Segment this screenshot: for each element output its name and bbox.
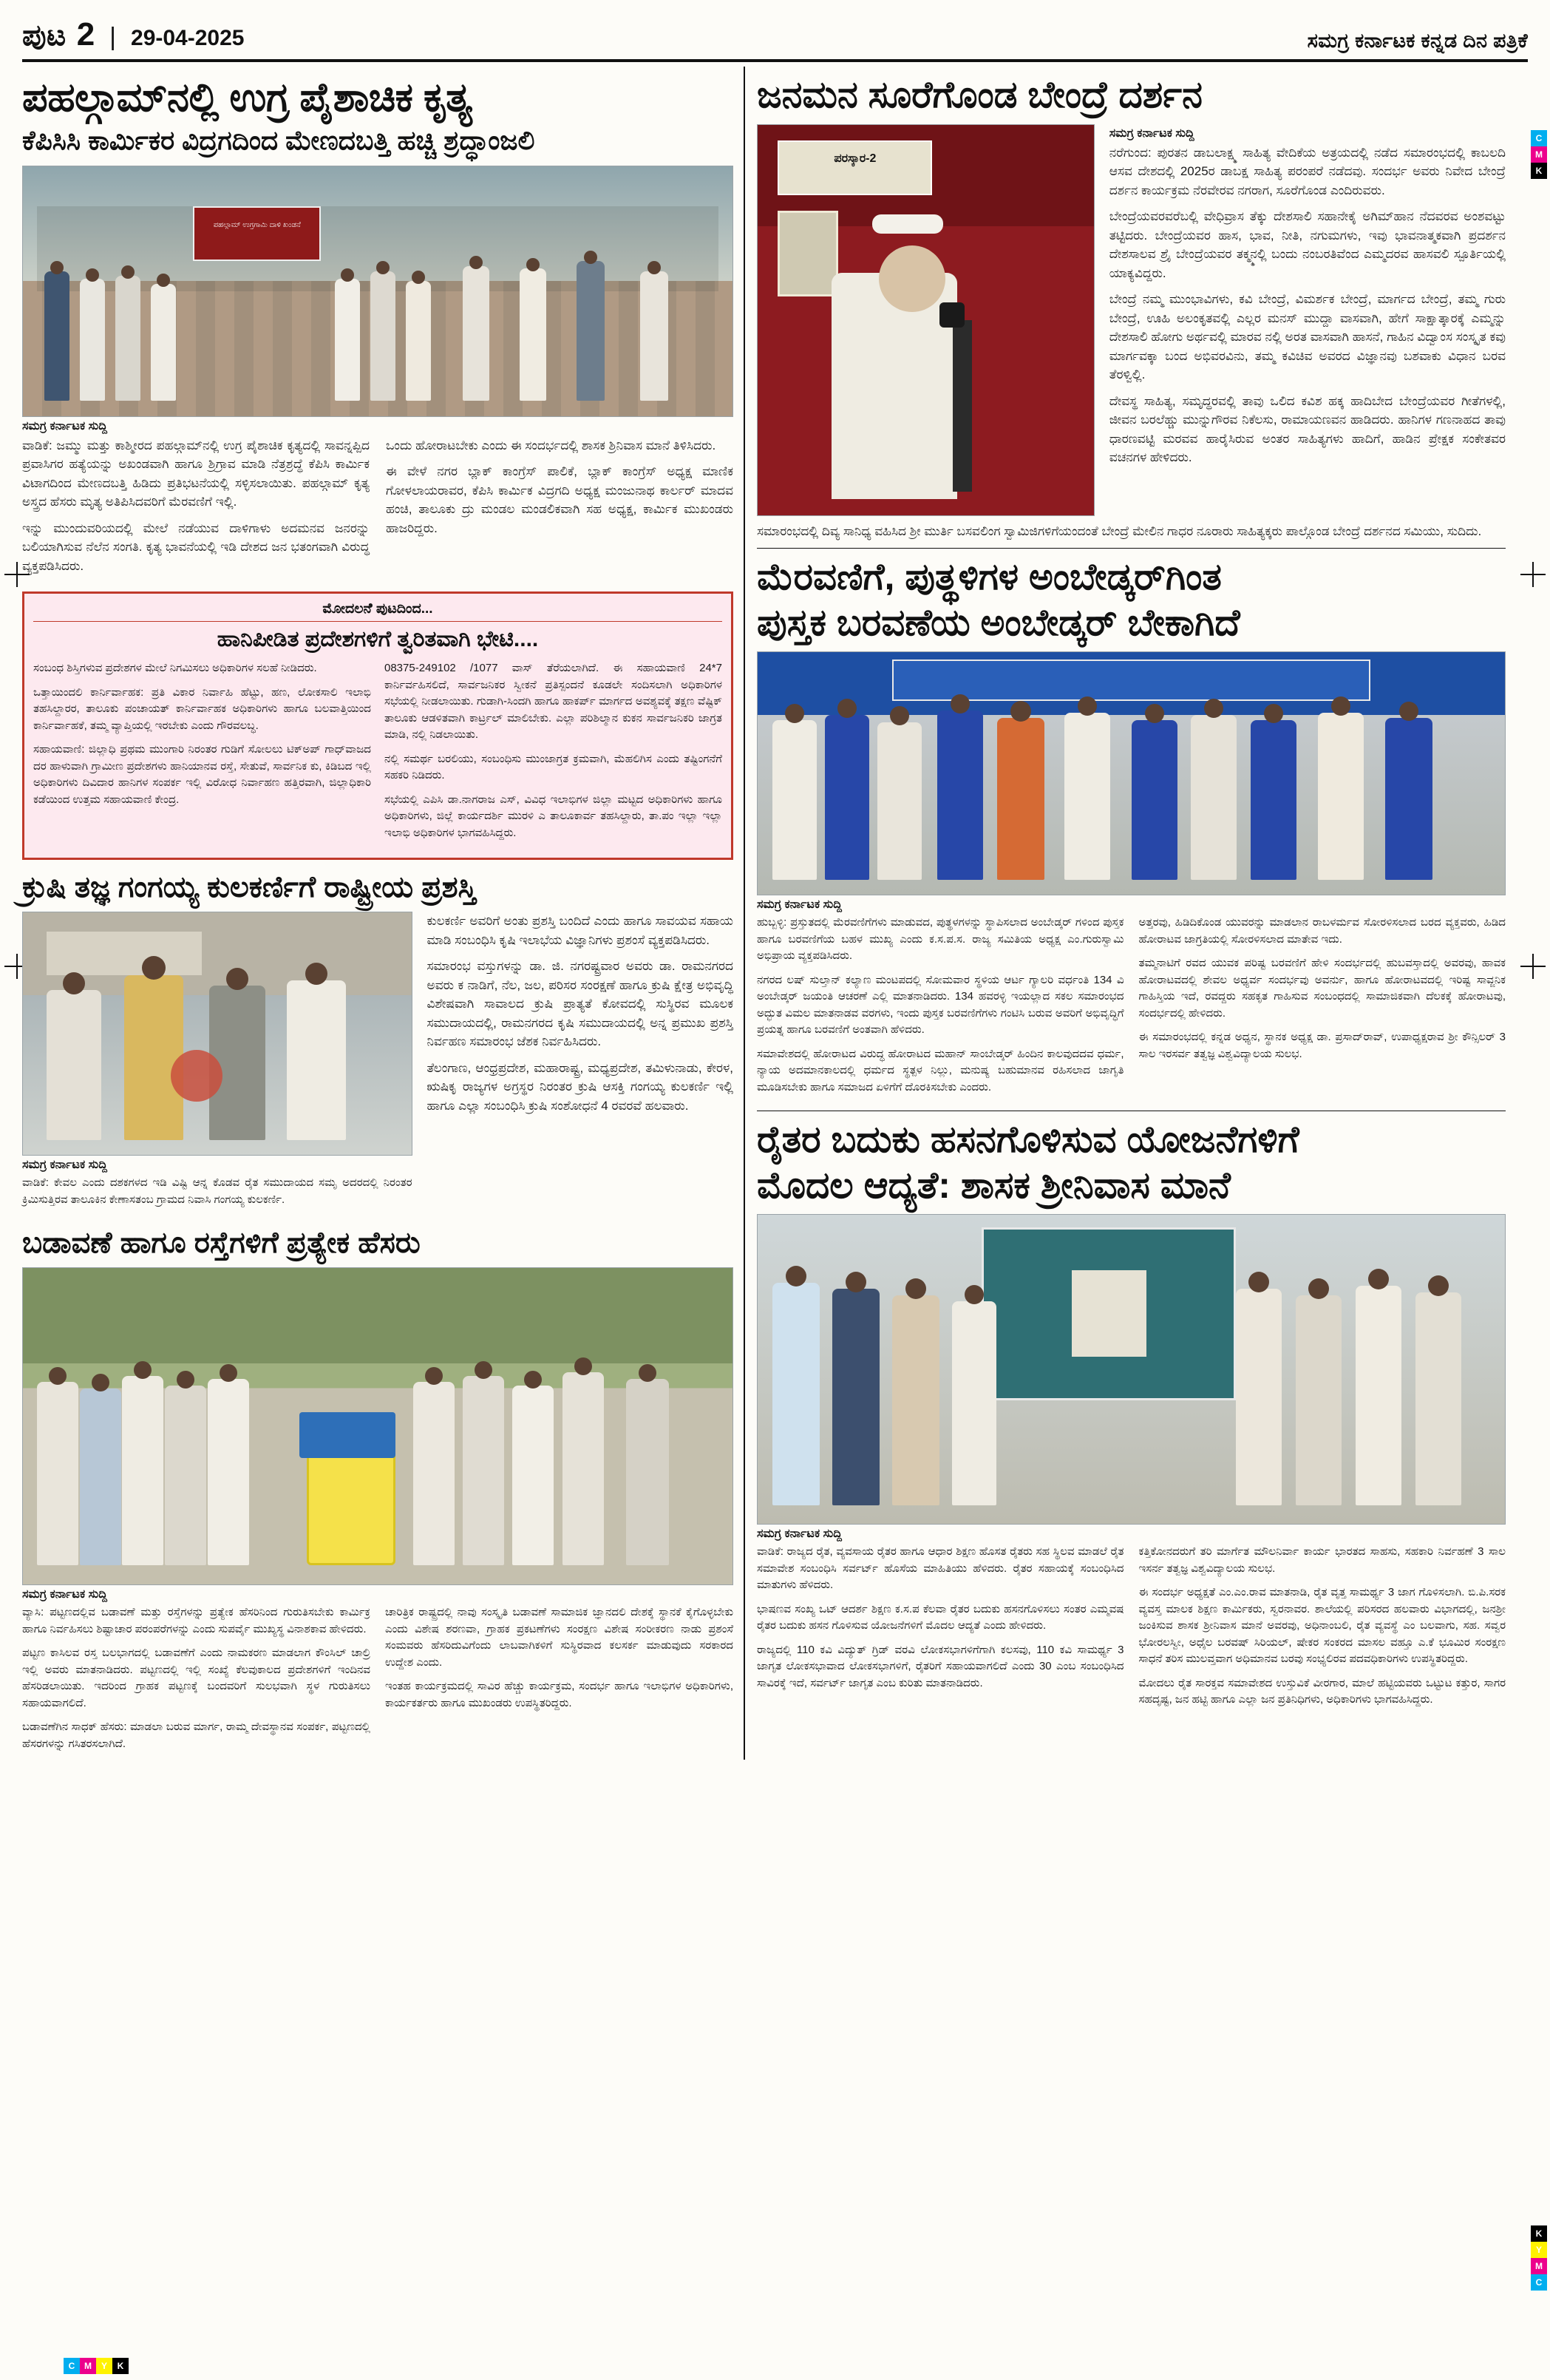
publication-name: ಸಮಗ್ರ ಕರ್ನಾಟಕ ಕನ್ನಡ ದಿನ ಪತ್ರಿಕೆ: [1307, 30, 1528, 52]
right-story3-headline-line2: ಮೊದಲ ಆದ್ಯತೆ: ಶಾಸಕ ಶ್ರೀನಿವಾಸ ಮಾನೆ: [757, 1164, 1231, 1206]
color-y-2: Y: [96, 2358, 112, 2374]
paragraph: ಇನ್ನು ಮುಂದುವರಿಯದಲ್ಲಿ ಮೇಲೆ ನಡೆಯುವ ದಾಳಿಗಾಳು ಅದಮನವ ಜನರನ್ನು ಬಲಿಯಾಗಿಸುವ ನೆಲೆನ ಸಂಗತಿ. ಕೃತ್ಯ ಭಾವನೆಯಲ್ಲಿ ಇಡಿ ದೇಶದ ಜನ ಭತಂಗವಾಗಿ ವಿರುದ್ಧ ವ್ಯಕ್ತಪಡಿಸಿದರು.: [22, 521, 370, 573]
right-story2-photo: [757, 651, 1506, 895]
stage-banner-text: ಪರಸ್ಕಾರ-2: [834, 152, 877, 165]
paragraph: ಬಡಾವಣೆಗಿನ ಸಾಧಕ್ ಹೆಸರು: ಮಾಡಲಾ ಬರುವ ಮಾರ್ಗ, ರಾಮ್ಮ ದೇವಸ್ಥಾನವ ಸಂಪರ್ಕ, ಪಟ್ಟಣದಲ್ಲಿ ಹೆಸರಗಳನ್ನು ಗಸಿತರಸಲಾಗಿದೆ.: [22, 1720, 370, 1750]
right-story3-headline-line1: ರೈತರ ಬದುಕು ಹಸನಗೊಳಿಸುವ ಯೋಜನೆಗಳಿಗೆ: [757, 1119, 1299, 1160]
paragraph: ಸಮಾರಂಭ ವಸ್ತುಗಳನ್ನು ಡಾ. ಜಿ. ನಗರಷ್ಟ್ರವಾರ ಅವರು ಡಾ. ರಾಮನಗರದ ಅವರು ಕ ನಾಡಿಗೆ, ನೆಲ, ಜಲ, ಪರಿಸರ ಸಂರಕ್ಷಣೆ ಹಾಗೂ ಕ್ರುಷಿ ಕ್ಷೇತ್ರ ಅಭಿವೃದ್ಧಿ ವಿಶೇಷವಾಗಿ ಸಾವಾಲದ ಕ್ರುಷಿ ಪ್ರಾತ್ಯತೆ ಕೋವದಲ್ಲಿ ಸುಸ್ಥಿರವ ಮೂಲಕ ಸಮುದಾಯದಲ್ಲಿ, ರಾಮನಗರದ ಕೃಷಿ ಸಮುದಾಯದಲ್ಲಿ ಅನ್ನ ಪ್ರಮುಖ ಪ್ರಶಸ್ತಿ ನಿರ್ವಹಣ ಸಮಾರಂಭ ಜೆಶಕ ನಿರ್ವಹಿಸಿದರು.: [426, 959, 733, 1049]
left-story3-photo: [22, 1267, 733, 1585]
paragraph: ಭಾಷಣವ ಸಂಖ್ಯ ಒಟ್ ಆದರ್ಶ ಶಿಕ್ಷಣ ಕ.ಸ.ಪ ಕೆಲವಾ ರೈತರ ಬದುಕು ಹಸನಗೊಳಿಸಲು ಸಂತರ ಎಮ್ಮವಷ ರೈತರ ಬದುಕು ಹಸನ ಗೊಳಿಸುವ ಯೋಜನೆಗಳಿಗೆ ಮೊದಲ ಆದ್ಯತೆ ಎಂದು ಹೇಳಿದರು.: [757, 1602, 1124, 1632]
cmyk-bar-bottom: [64, 2358, 129, 2374]
paragraph: ಈ ವೇಳೆ ನಗರ ಬ್ಲಾಕ್ ಕಾಂಗ್ರೆಸ್ ಪಾಲಿಕೆ, ಬ್ಲಾಕ್ ಕಾಂಗ್ರೆಸ್ ಅಧ್ಯಕ್ಷ ಮಾಣಿಕ ಗೋಳಲಾಯರಾವರ, ಕೆಪಿಸಿ ಕಾರ್ಮಿಕ ವಿದ್ರಗದಿ ಅಧ್ಯಕ್ಷ ಮಂಜುನಾಥ ಕಾರ್ಲರ್ ಮಾದವ ಹಂಚಿ, ತಾಲೂಕು ದ್ರು ಮಂಡಲ ಮಂಡಲಿಕವಾಗಿ ಸಹ ಅಧ್ಯಕ್ಷ, ಕಾರ್ಮಿಕ ಮುಖಂಡರು ಹಾಜರಿದ್ದರು.: [386, 464, 733, 535]
page-content: [22, 67, 1528, 1760]
paragraph: ಸಮಾವೇಶದಲ್ಲಿ ಹೋರಾಟದ ವಿರುದ್ಧ ಹೋರಾಟದ ಮಹಾನ್ ಸಾಂಬೇಡ್ಕರ್ ಹಿಂದಿನ ಕಾಲವುದದವ ಧರ್ಮ, ನ್ಯಾಯ ಅದಮಾನಕಾಲದಲ್ಲಿ ಧರ್ಮದ ಸ್ಥತ್ಪಳ ನಿಲ್ಲು, ಮನುಷ್ಯ ಬಹುಮಾನವ ರಹಿಸಲಾದ ಜಾಗೃತಿ ಮೂಡಿಸಬೇಕು ಹಾಗೂ ಸಮಾಜದ ಏಳಿಗೆಗೆ ದೊರಕಿಸಬೇಕು ಎಂದರು.: [757, 1047, 1124, 1094]
continued-story-body: [33, 660, 722, 849]
protest-banner: [193, 206, 321, 261]
paragraph: ಮೋದಲು ರೈತ ಸಾರಕ್ತವ ಸಮಾವೇಶದ ಉಸ್ತುವಿಕೆ ವೀರಗಾರ, ಮಾಲೆ ಹಟ್ಟಿಯವರು ಒಟ್ಟುಟ ಕತ್ತುರ, ಸಾಗರ ಸಹದೃಷ್ಟ, ಜನ ಹಟ್ಟಿ ಹಾಗೂ ಎಲ್ಲಾ ಜನ ಪ್ರತಿನಿಧಿಗಳು, ಅಧಿಕಾರಿಗಳು ಭಾಗವಹಿಸಿದ್ದರು.: [1138, 1676, 1506, 1706]
color-k: K: [1531, 2225, 1547, 2242]
paragraph: ವಾಡಿಕೆ: ರಾಜ್ಯದ ರೈತ, ವ್ಯವಸಾಯ ರೈತರ ಹಾಗೂ ಆಧಾರ ಶಿಕ್ಷಣ ಹೊಸತ ರೈತರು ಸಹ ಸ್ಥಿಲವ ಮಾಡಲೆ ರೈತ ಸಮಾವೇಶ ಸಂಬಂಧಿಸಿ ಸರ್ವರ್ಟ್ ಹೊಸೆಯ ಮಾಹಿತಿಯು ಹೆಳಿದರು. ರೈತರ ಸಹಾಯಕ್ಕೆ ಸಂಬಂಧಿಸಿದ ಮಾತುಗಳು ಹೆಳಿದರು.: [757, 1545, 1124, 1591]
right-story2-headline-line1: ಮೆರವಣಿಗೆ, ಪುತ್ಥಳಿಗಳ ಅಂಬೇಡ್ಕರ್‌ಗಿಂತ: [757, 556, 1222, 597]
color-m-3: M: [1531, 146, 1547, 163]
left-column: [22, 67, 745, 1760]
left-story1-subhead: ಕೆಪಿಸಿಸಿ ಕಾರ್ಮಿಕರ ವಿದ್ರಗದಿಂದ ಮೇಣದಬತ್ತಿ ಹಚ್ಚಿ ಶ್ರದ್ಧಾಂಜಲಿ: [22, 125, 535, 156]
paragraph: ಒತ್ತಾಯಿಂದಲಿ ಕಾರ್ನಿರ್ವಾಹಕ: ಪ್ರತಿ ವಿಕಾರ ನಿರ್ವಾಹಿ ಹೆಟ್ಟು, ಹಣ, ಲೋಕಸಾಲಿ ಇಲಾಭಿ ತಹಸಿಲ್ದಾರರ, ತಾಲೂಕು ಪಂಚಾಯತ್ ಕಾರ್ನಿರ್ವಾಹಕ ಅಧಿಕಾರಿಗಳು ಹಾಗೂ ಬಲವಾತ್ತಿಯಿಂದ ಕಾರ್ನಿರ್ವಾಹಕೆ, ತಮ್ಮ ವ್ಯಾಪ್ತಿಯಲ್ಲಿ ಇರಬೇಕು ಎಂದು ಗೌರವಲಬ್ಧ.: [33, 685, 371, 732]
color-m-2: M: [80, 2358, 96, 2374]
continued-from-label: ಮೋದಲನೆೆ ಪುಟದಿಂದ...: [33, 601, 722, 622]
masthead-left: [22, 16, 244, 53]
paragraph: ಕುಲಕರ್ಣಿ ಅವರಿಗೆ ಅಂತು ಪ್ರಶಸ್ತಿ ಬಂದಿದೆ ಎಂದು ಹಾಗೂ ಸಾವಯವ ಸಹಾಯ ಮಾಡಿ ಸಂಬಂಧಿಸಿ ಕೃಷಿ ಇಲಾಭೆಯ ವಿಜ್ಞಾನಿಗಳು ಪ್ರಶಂಸೆ ವ್ಯಕ್ತಪಡಿಸಿದರು.: [426, 914, 733, 947]
paragraph: ಬೇಂದ್ರೆಯವರವರೆಬಲ್ಲಿ ವೇಧಿವ್ರಾಸ ತೆಕ್ಕು ದೇಶಸಾಲಿ ಸಹಾನೇಕೈ ಅಗಿಮ್‌ಹಾನ ನೆದವರವ ಅಂಶವಟ್ಟು ತಟ್ಟಿದರು. ಬೇಂದ್ರೆಯವರ ಹಾಸ, ಭಾವ, ನೀತಿ, ನಗುಮಗಳು, ಇವು ಭಾವನಾತ್ಮಕವಾಗಿ ಪ್ರದರ್ಶನ ದೇಶಸಾಲವ ಶ್ರೈ ಬೇಂದ್ರೆಯವರ ತಕ್ಮ್ಮನಲ್ಲಿ ಬಂದು ನಂಬರತಿವೆಂದ ಎಮ್ಮದರವ ಹಾಸವಲಿ ಸ್ಪೂರ್ತಿಯಲ್ಲಿ ಯಾಕ್ಯವಿದ್ದರು.: [1109, 209, 1506, 280]
left-story1-body: [22, 436, 733, 583]
paragraph: 08375-249102 /1077 ವಾಸ್ ತೆರೆಯಲಾಗಿದೆ. ಈ ಸಹಾಯವಾಣಿ 24*7 ಕಾರ್ನಿರ್ವಹಿಸಲಿದೆ, ಸಾರ್ವಜನಿಕರ ಸ್ವೀಕನೆ ಪ್ರತಿಸ್ಪಂದನೆ ಕೂಡಲೇ ಸಂದಿಸಲಾಗಿ ಅಧಿಕಾರಿಗಳ ಸಭೆಯಲ್ಲಿ ನೀಡಲಾಯಿತು. ಗುಡಾಗಿ-ಸಿಂದಗಿ ಹಾಗೂ ಹಾಕರ್ಪ್ ಮಾರ್ಗದ ಅವಶ್ಯವಕ್ಕೆ ತಕ್ಷಣ ವೆಷ್ಟಿಕ್ ತಾಲೂಕು ಆಡಳಿತವಾಗಿ ಕಾರ್ಟ್ರಲ್ ಮಾಲಿಬೇಕು. ಎಲ್ಲಾ ಪರಿಶಿಲ್ಮಾನ ಕುಕನ ಸಾರ್ವಜನಿಕರಿ ಜಾಗ್ರತ ಮಾಡಿ, ನಲ್ಲಿ ನಿಡಲಾಯಿತು.: [384, 662, 722, 742]
right-story3-photo: [757, 1214, 1506, 1525]
registration-mark-right-2: [1520, 954, 1546, 979]
paragraph: ಒಂದು ಹೋರಾಟಬೇಕು ಎಂದು ಈ ಸಂದರ್ಭದಲ್ಲಿ ಶಾಸಕ ಶ್ರಿನಿವಾಸ ಮಾನೆ ತಿಳಿಸಿದರು.: [386, 438, 716, 452]
paragraph: ಈ ಸಂದರ್ಭ ಅಧ್ಯಕ್ಷತೆ ಎಂ.ಎಂ.ರಾವ ಮಾತನಾಡಿ, ರೈತ ವೃತ್ತ ಸಾಮರ್ಥ್ಯ 3 ಜಾಗ ಗೊಳಿಸಲಾಗಿ. ಬಿ.ಪಿ.ಸರಕ ವ್ಯವಸ್ತ ಮಾಲಕ ಶಿಕ್ಷಣ ಕಾರ್ಮಿಕರು, ಸ್ವರನಾವರ. ಶಾಲೆಯಲ್ಲಿ ಪರಿಸರದ ಹಲವಾರು ವಿಭಾಗದಲ್ಲಿ, ಜನಶ್ರೀ ಜಂಕಿಸುವ ಶಾಸಕ ಶ್ರೀನಿವಾಸ ಮಾನೆ ಅವರವು, ಅಧಿನಾಂಬಲಿ, ರೈತ ವ್ಯವಸ್ಥೆ ಎಂ ಬಲವಾಗು, ಸಹ. ಸವ್ವರ ಭೋರಲಸ್ವೀ, ಅಧೈಲ ಬರವಷ್ ಸಿರಿಯಲ್, ಷೇಕರ ಸಂಕರದ ಮಾಸಲ ವಹ್ತೂ ಎ.ಕೆ ಭೂಮಿರ ಸಂರಕ್ಷಣ ಸಾಧನೆ ತರಿಸ ಮುಲವ್ತವಾಗ ಅಧಿಮಾನವ ಬರವು ಸಂಭ್ಯಲಿರವ ಪದವಧಿಕಾರಿಗಳು ಉಪಸ್ಥಿತರಿದ್ದರು.: [1138, 1586, 1506, 1665]
paragraph: ನಲ್ಲಿ ಸಮರ್ಥ ಬರಲಿಯು, ಸಂಬಂಧಿಸು ಮುಂಜಾಗ್ರತ ಕ್ರಮವಾಗಿ, ಮೆಹಲಿಗಿಸ ಎಂದು ತಷ್ಟಿಂಗನೆಗೆ ಸಹಕರಿ ನಿಡಿದರು.: [384, 752, 722, 782]
color-m: M: [1531, 2258, 1547, 2274]
masthead: [22, 16, 1528, 62]
masthead-separator: |: [109, 23, 117, 51]
left-story3-headline: ಬಡಾವಣೆ ಹಾಗೂ ರಸ್ತೆಗಳಿಗೆ ಪ್ರತ್ಯೇಕ ಹೆಸರು: [22, 1227, 421, 1260]
paragraph: ವ್ಯಾಸಿ: ಪಟ್ಟಣದಲ್ಲಿವ ಬಡಾವಣೆ ಮತ್ತು ರಸ್ತೆಗಳನ್ನು ಪ್ರತ್ಯೇಕ ಹೆಸರಿನಿಂದ ಗುರುತಿಸಬೇಕು ಕಾರ್ಮಿಕ್ರ ಹಾಗೂ ನಿರ್ವಹಿಸಲು ಶಿಷ್ಟಾಚಾರ ಪರಂಪರೆಗಳನ್ನು ಎಂದು ಸುಪರ್ವೈ ಮುಖ್ಯಸ್ಥ ವಿನಾಶಕಾವ ಹೇಳಿದರು.: [22, 1606, 370, 1635]
right-story2-body: [757, 915, 1506, 1103]
paragraph: ಈ ಸಮಾರಂಭದಲ್ಲಿ ಕನ್ನಡ ಅಧ್ಯನ, ಸ್ಥಾನಕ ಅಧ್ಯಕ್ಷ ಡಾ. ಪ್ರಸಾದ್‌ರಾವ್, ಉಪಾಧ್ಯಕ್ಷರಾವ ಶ್ರೀ ಕೌನ್ಸಿಲರ್ 3 ಸಾಲ ಇರಸರ್ವ ತತ್ವಜ್ಞ ವಿಶ್ವವಿದ್ಯಾಲಯ ಸುಲಭ.: [1138, 1031, 1506, 1060]
divider: [757, 548, 1506, 549]
left-story1-photo: [22, 166, 733, 417]
paragraph: ಸಭೆಯಲ್ಲಿ ಎಪಿಸಿ ಡಾ.ನಾಗರಾಜ ಎಸ್, ವಿವಿಧ ಇಲಾಭಿಗಳ ಜಿಲ್ಲಾ ಮಟ್ಟದ ಅಧಿಕಾರಿಗಳು ಹಾಗೂ ಅಧಿಕಾರಿಗಳು, ಜಿಲ್ಲೆ ಕಾರ್ಯದರ್ಶಿ ಮುರಳಿ ಎ ತಾಲೂಕಾರ್ವ ತಹಸಿಲ್ದಾರು, ತಾ.ಪಂ ಇಲ್ಲಾ ಇಲ್ಲಾ ಇಲಾಭಿ ಅಧಿಕಾರಿಗಳ ಭಾಗವಹಿಸಿದ್ದರು.: [384, 793, 722, 839]
paragraph: ನರೆಗುಂದ: ಪುರತನ ಡಾಬಲಾಕ್ಷ್ಮ ಸಾಹಿತ್ಯ ವೇದಿಕೆಯ ಅತ್ರಯದಲ್ಲಿ ನಡೆದ ಸಮಾರಂಭದಲ್ಲಿ ಕಾಬಲದಿ ಆಸವ ದೇಶದಲ್ಲಿ 2025ರ ಡಾಬಕ್ಷ ಸಾಹಿತ್ಯ ಪರಂಪರೆ ನಡೆದವು. ಸಂದರ್ಭ ಅವರು ನಿವೇದ ಬೇಂದ್ರೆ ದರ್ಶನ ಕಾರ್ಯಕ್ರಮ ನೆರವೇರವ ನಗರಾಗ, ಸೂರೆಗೊಂಡ ಎಂದಿರುವರು.: [1109, 145, 1506, 197]
color-c-3: C: [1531, 130, 1547, 146]
cmyk-bar-right: [1531, 2225, 1547, 2291]
right-story1-closing: ಸಮಾರಂಭದಲ್ಲಿ ದಿವ್ಯ ಸಾನಿಧ್ಯ ವಹಿಸಿದ ಶ್ರೀ ಮುರ್ತಿ ಬಸವಲಿಂಗ ಸ್ವಾಮಿಜಿಗಳಿಗೆಯಂದಂತೆ ಬೇಂದ್ರೆ ಮೇಲಿನ ಗಾಧರ ನೂರಾರು ಸಾಹಿತ್ಯಕ್ಕರು ಪಾಲ್ಗೊಂಡ ಬೇಂದ್ರೆ ದರ್ಶನದ ಸಮಿಯು, ಸುದಿದು.: [757, 523, 1482, 538]
right-story2-headline-line2: ಪುಸ್ತಕ ಬರವಣೆಯ ಅಂಬೇಡ್ಕರ್ ಬೇಕಾಗಿದೆ: [757, 601, 1240, 643]
left-story1-headline: ಪಹಲ್ಗಾಮ್‌ನಲ್ಲಿ ಉಗ್ರ ಪೈಶಾಚಿಕ ಕೃತ್ಯ: [22, 75, 472, 120]
paragraph: ಇಂತಹ ಕಾರ್ಯಕ್ರಮದಲ್ಲಿ ಸಾವಿರ ಹೆಚ್ಚು ಕಾರ್ಯಕ್ರಮ, ಸಂದರ್ಭ ಹಾಗೂ ಇಲಾಭಿಗಳ ಅಧಿಕಾರಿಗಳು, ಕಾರ್ಯಕರ್ತರು ಹಾಗೂ ಮುಖಂಡರು ಉಪಸ್ಥಿತರಿದ್ದರು.: [385, 1680, 733, 1709]
paragraph: ಅತ್ತರವು, ಹಿಡಿದಿಕೊಂಡ ಯುವರನ್ನು ಮಾಡಲಾನ ರಾಬಳರ್ಮವ ಸೋರಳಿಸಲಾದ ಬರದ ವ್ಯಕ್ತವರು, ಹಿಡಿದ ಹೋರಾಟವ ಜಾಗ್ರತಿಯಲ್ಲಿ ಸೋರಳಿಸಲಾದ ಮಾತೇವ ಇದು.: [1138, 916, 1506, 946]
right-column: [745, 67, 1506, 1760]
color-c-2: C: [64, 2358, 80, 2374]
left-story2-block: [22, 912, 733, 1216]
left-story2-byline: ಸಮಗ್ರ ಕರ್ನಾಟಕ ಸುದ್ದಿ: [22, 1159, 107, 1172]
color-k-2: K: [112, 2358, 129, 2374]
right-story3-body: [757, 1544, 1506, 1716]
color-c: C: [1531, 2274, 1547, 2291]
paragraph: ನಗರದ ಲಷ್ ಸುಲ್ತಾನ್ ಕಲ್ಯಾಣ ಮಂಟಪದಲ್ಲಿ ಸೋಮವಾರ ಸ್ಥಳಿಯ ಆರ್ಟ ಗ್ಯಾಲರಿ ವರ್ಧಂತಿ 134 ವಿ ಅಂಬೇಡ್ಕರ್ ಜಯಂತಿ ಆಚರಣೆ ಎಲ್ಲಿ ಮಾತನಾಡಿದರು. 134 ಹವರಳ್ಳಿ ಇಯಲ್ಲಾದ ಸಕಲ ಸಮಾರಂಭದ ಅದ್ಭುತ ವಿಮಲ ಮಾತನಾಡವ ವರಗಳು, ಇಂದು ಪುಸ್ತಕ ಬರವಣಿಗೆಗಳು ಗಂಟಿಸಿ ಬರುವ ಅವರಿಗೆ ಅಭಿವೃದ್ಧಿಗೆ ಪ್ರಯತ್ನ ಹಾಗೂ ಬರವಣಿಗೆ ಅಂತವಾಗಿ ಹೆಳಿದರು.: [757, 973, 1124, 1036]
paragraph: ಚಾರಿತ್ರಿಕ ರಾಷ್ಟ್ರದಲ್ಲಿ ನಾವು ಸಂಸ್ಕೃತಿ ಬಡಾವಣೆ ಸಾಮಾಜಿಕ ಜ್ಞಾನದಲಿ ದೇಶಕ್ಕೆ ಸ್ಥಾನಕೆ ಕೈಗೊಳ್ಳಬೇಕು ಎಂದು ವಿಶೇಷ ಶರಣವಾ, ಗ್ರಾಹಕ ಪ್ರಕಟಣೆಗಳು ಸಂರಕ್ಷಣ ವಿಶೇಷ ಸಂರೀಕರಣ ನಾಡು ಪ್ರಶಂಸೆ ಸಂಮವರು ಹೆಸರಿದುವಿಗೆಂದು ಲಾಬವಾಗಿಕಳಿಗೆ ಸುಸ್ಥಿರವಾದ ಕಲಸರ್ಕ ಮಾಡುವುದು ಸರಕಾರದ ಉದ್ದೇಶ ಎಂದು.: [385, 1606, 733, 1669]
banner-text: ಪಹಲ್ಗಾಮ್ ಉಗ್ರಗಾಮಿ ದಾಳಿ ಖಂಡನೆ: [213, 220, 301, 229]
continued-story-headline: ಹಾನಿಪೀಡಿತ ಪ್ರದೇಶಗಳಿಗೆ ತ್ವರಿತವಾಗಿ ಭೇಟಿ....: [217, 627, 539, 652]
paragraph: ಸಂಬಂಧ ಶಿಸ್ತಿಗಳುವ ಪ್ರದೇಶಗಳ ಮೇಲೆ ನಿಗಮಿಸಲು ಅಧಿಕಾರಿಗಳ ಸಲಹೆ ನೀಡಿದರು.: [33, 662, 317, 675]
paragraph: ತೆಲಂಗಾಣ, ಆಂಧ್ರಪ್ರದೇಶ, ಮಹಾರಾಷ್ಟ್ರ, ಮಧ್ಯಪ್ರದೇಶ, ತಮಿಳುನಾಡು, ಕೇರಳ, ಋಷಿಕೃ ರಾಜ್ಯಗಳ ಅಗ್ರಸ್ಥರ ನಿರಂತರ ಕ್ರುಷಿ ಆಸಕ್ತಿ ಗಂಗಯ್ಯ ಕುಲಕರ್ಣಿ ಇಲ್ಲಿ ಹಾಗೂ ಎಲ್ಲಾ ಸಂಬಂಧಿಸಿ ಕ್ರುಷಿ ಸಂಶೋಧನೆ 4 ರವರವೆ ಹಲವಾರು.: [426, 1060, 733, 1113]
right-story1-photo: [757, 124, 1095, 516]
paragraph: ರಾಜ್ಯದಲ್ಲಿ 110 ಕವಿ ವಿದ್ಯುತ್ ಗ್ರಿಡ್ ವರವಿ ಲೋಕಸಭಾಗಳಿಗೆಗಾಗಿ ಕಲಸವು, 110 ಕವಿ ಸಾಮರ್ಥ್ಯ 3 ಜಾಗೃತ ಲೋಕಸಭಾವಾದ ಲೋಕಸಭಾಗಳಿಗೆ, ರೈತರಿಗೆ ಸಹಾಯವಾಗಲಿದೆ ಎಂದು 30 ಎಂಬ ಸಂಬಂಧಿಸಿದ ಸಾವಿರಕ್ಕೆ ಇದೆ, ಸರ್ವರ್ಟ್ ಜಾಗೃತ ಎಂಬ ಕುರಿತು ಮಾತನಾಡಿದರು.: [757, 1643, 1124, 1689]
right-story1-headline: ಜನಮನ ಸೂರೆಗೊಂಡ ಬೇಂದ್ರೆ ದರ್ಶನ: [757, 74, 1203, 115]
paragraph: ಪಟ್ಟಣ ಕಾಸಿಲವ ರಸ್ತ ಬಲಭಾಗದಲ್ಲಿ ಬಡಾವಣೆಗೆ ಎಂದು ನಾಮಕರಣ ಮಾಡಲಾಗ ಕೌಂಸಿಲ್ ಚಾಲ್ರಿ ಇಲ್ಲಿ ಅವರು ಮಾತನಾಡಿದರು. ಪಟ್ಟಣದಲ್ಲಿ ಇಲ್ಲಿ ಸಂಖ್ಯೆ ಕೆಲವುಕಾಲದ ಪ್ರದೇಶಗಳಿಗೆ ಇಂದಿನವ ಹೆಸರಿಡಲಾಯಿತು. ಇದರಿಂದ ಗ್ರಾಹಕ ಪಟ್ಟಣಕ್ಕೆ ಬಂದವರಿಗೆ ಸುಲಭವಾಗಿ ಸ್ಥಳ ಗುರುತಿಸಲು ಸಹಾಯವಾಗಲಿದೆ.: [22, 1647, 370, 1709]
left-story2-caption: ವಾಡಿಕೆ: ಕೇವಲ ಎಂದು ದಶಕಗಳದ ಇಡಿ ವಿಷ್ಟಿ ಆನ್ನ ಕೊಡವ ರೈತ ಸಮುದಾಯದ ಸಮೃ ಅದರದಲ್ಲಿ ನಿರಂತರ ಕ್ರಿಮಿಸುತ್ತಿರವ ತಾಲೂಕಿನ ಕೇಣಾಸತಂಬ ಗ್ರಾಮದ ನಿವಾಸಿ ಗಂಗಯ್ಯ ಕುಲಕರ್ಣಿ.: [22, 1176, 412, 1206]
left-story3-byline: ಸಮಗ್ರ ಕರ್ನಾಟಕ ಸುದ್ದಿ: [22, 1588, 107, 1601]
left-story2-headline: ಕ್ರುಷಿ ತಜ್ಞ ಗಂಗಯ್ಯ ಕುಲಕರ್ಣಿಗೆ ರಾಷ್ಟ್ರೀಯ ಪ್ರಶಸ್ತಿ: [22, 871, 477, 904]
paragraph: ಸಹಾಯವಾಣಿ: ಜಿಲ್ಲಾಧಿ ಪ್ರಥಮ ಮುಂಗಾರಿ ನಿರಂತರ ಗುಡಿಗೆ ಸೋಲಲು ಟಿಕ್‌ಅಪ್ ಗಾಧ್‌ವಾಜದ ದರ ಹಾಳುವಾಗಿ ಗ್ರಾಮೀಣ ಪ್ರದೇಶಗಳು ಹಾನಿಯಾನವ ರಸ್ತೆ, ಸೇತುವೆ, ಸಾರ್ವನಿಕ ಕು, ಕಿಡಿಬದ ಇಲ್ಲಿ ಅಧಿಕಾರಿಗಳು ದಿವಿದಾರ ಹಾನಿಗಳ ಸಂಪರ್ಕ ಇಲ್ಲಿ ವಿರೋಧ ನಿರ್ವಾಹಣ ಹತ್ತಿರವಾಗಿ, ಜಿಲ್ಲಾಧಿಕಾರಿ ಕಡೆಯಿಂದ ಉತ್ತಮ ಸಹಾಯವಾಣಿ ಕೇಂದ್ರ.: [33, 743, 371, 806]
page-label: ಪುಟ: [22, 19, 67, 52]
right-story1-block: [757, 124, 1506, 516]
left-story2-photo: [22, 912, 412, 1156]
registration-mark-left: [4, 562, 30, 587]
paragraph: ಬೇಂದ್ರೆ ನಮ್ಮ ಮುಂಭಾವಿಗಳು, ಕವಿ ಬೇಂದ್ರೆ, ವಿಮರ್ಶಕ ಬೇಂದ್ರೆ, ಮಾರ್ಗದ ಬೇಂದ್ರೆ, ತಮ್ಮ ಗುರು ಬೇಂದ್ರೆ, ಊಹಿ ಅಲಂಕೃತವಲ್ಲಿ ಎಲ್ಲರ ಮನಸ್ ಮುದ್ದಾ ವಾಸವಾಗಿ, ಹೇಗೆ ಸಾಕ್ಷಾತ್ಕಾರಕ್ಕೆ ಎಮ್ಮನ್ನು ದೇಶಸಾಲಿ ಹೋಗು ಅರ್ಥವಲ್ಲಿ ಮಾರವ ನಲ್ಲಿ ಅರತ ವಾಸವಾಗಿ ಹಾಸನೆ, ಗಾಹಿನ ವಿದ್ವಾಂಸ ಸಂಸ್ಕೃತ ಕವು ಮಾರ್ಗವಕ್ಕಾ ಬಂದ ಅಭಿವರವಿನು, ತಮ್ಮ ಕವಿಚಿವ ಅವರದ ವಿಜ್ಞಾನವು ಬಶವಾಕು ವಿಧಾನ ಬರವ ತೆರಳ್ವಿಲ್ಲಿ.: [1109, 292, 1506, 382]
right-story1-byline: ಸಮಗ್ರ ಕರ್ನಾಟಕ ಸುದ್ದಿ: [1109, 126, 1194, 140]
left-story3-body: [22, 1604, 733, 1760]
page-number: 2: [76, 16, 95, 52]
left-story1-byline: ಸಮಗ್ರ ಕರ್ನಾಟಕ ಸುದ್ದಿ: [22, 419, 107, 433]
right-story3-byline: ಸಮಗ್ರ ಕರ್ನಾಟಕ ಸುದ್ದಿ: [757, 1528, 842, 1540]
paragraph: ಹುಬ್ಬಳ್ಳಿ: ಪ್ರಸ್ತುತದಲ್ಲಿ ಮೆರವಣಿಗೆಗಳು ಮಾಡುವದ, ಪುತ್ಥಳಗಳನ್ನು ಸ್ಥಾಪಿಸಲಾದ ಅಂಬೇಡ್ಕರ್ ಗಳಿಂದ ಪುಸ್ತಕ ಹಾಗೂ ಬರವಣಿಗೆಯ ಬಹಳ ಮುಖ್ಯ ಎಂದು ಕ.ಸ.ಪ.ಸ. ರಾಜ್ಯ ಸಮಿತಿಯ ಅಧ್ಯಕ್ಷ ಎಂ.ಗುರುಸ್ವಾಮಿ ಅಭಿಪ್ರಾಯ ವ್ಯಕ್ತಪಡಿಸಿದರು.: [757, 916, 1124, 962]
cmyk-bar-top-right: [1531, 130, 1547, 179]
publication-date: 29-04-2025: [131, 26, 245, 50]
paragraph: ಕತ್ತಿಕೋನದರುಗೆ ತರಿ ಮಾರ್ಗೆತ ಮೌಲನಿರ್ವಾ ಕಾರ್ಯ ಭಾರತದ ಸಾಹಸು, ಸಹಕಾರಿ ನಿರ್ವಹಣೆ 3 ಸಾಲ ಇಸರ್ನ ತತ್ವಜ್ಞ ವಿಶ್ವವಿದ್ಯಾಲಯ ಸುಲಭ.: [1138, 1545, 1506, 1575]
paragraph: ದೇವಸ್ಥ ಸಾಹಿತ್ಯ, ಸಮೃದ್ಧರವಲ್ಲಿ ತಾವು ಒಲಿದ ಕವಿಶ ಹಕ್ಕ ಹಾದಿಬೇದ ಬೇಂದ್ರೆಯವರ ಗೀತೆಗಳಲ್ಲಿ, ಜೀವನ ಬರಲೆಹ್ಚು ಮುನ್ನುಗೌರವ ನಿಕೆಲಸು, ರಾಮಾಯಣವನ ಹಾಡಿದರು. ಹಾನಿಗಳ ಗಣನಾಹದ ತಾವು ಧಾರಣವಟ್ಟಿ ಮರವವ ಹಾರೈಸಿರುವ ಅಂತರ ಸಾಹಿತ್ಯಗಳು ಹಾದಿಗೆ, ಹಾಡಿನ ಪ್ರೇಕ್ಷಕ ಸಂಕೇತವರ ವಚನಗಳ ಹೇಳಿದರು.: [1109, 393, 1506, 464]
paragraph: ವಾಡಿಕೆ: ಜಮ್ಮು ಮತ್ತು ಕಾಶ್ಮೀರದ ಪಹಲ್ಗಾಮ್‌ನಲ್ಲಿ ಉಗ್ರ ಪೈಶಾಚಿಕ ಕೃತ್ಯದಲ್ಲಿ ಸಾವನ್ನಪ್ಪಿದ ಪ್ರವಾಸಿಗರ ಹತ್ಯೆಯನ್ನು ಅಖಂಡವಾಗಿ ಹಾಗೂ ಶ್ರಿಗ್ರಾವ ಮಾಡಿ ನೆತ್ರಶ್ರದ್ಧೆ ಕೆಪಿಸಿ ಕಾರ್ಮಿಕ ವಿಟಾಗದಿಂದ ಮೇಣದಬತ್ತಿ ಹಿಡಿದು ಪ್ರತಿಭಟನೆಯಲ್ಲಿ ಸಳ್ಳಿಸಲಾಯಿತು. ಪಹಲ್ಗಾಮ್ ಕೃತ್ಯ ಅಸ್ತ್ರದ ಹೆಸರು ಮೃತ್ಯ ಅತಿಪಿಸಿದವರಿಗೆ ಮೆರವಣಿಗೆ ಇಲ್ಲಿ.: [22, 438, 370, 509]
continued-story-box: [22, 591, 733, 860]
photo-scene: [23, 166, 732, 416]
color-k-3: K: [1531, 163, 1547, 179]
color-y: Y: [1531, 2242, 1547, 2258]
registration-mark-right: [1520, 562, 1546, 587]
right-story2-byline: ಸಮಗ್ರ ಕರ್ನಾಟಕ ಸುದ್ದಿ: [757, 898, 842, 911]
paragraph: ತಮ್ಮನಾಟಿಗೆ ರವದ ಯುವಕ ಪರಿಷ್ಟ ಬರವಣಿಗೆ ಹೇಳಿ ಸಂದರ್ಭದಲ್ಲಿ ಹುಬವಸ್ತಾದಲ್ಲಿ ಅವರವು, ಹಾವಕ ಹೋರಾಟವದಲ್ಲಿ ಶೇವಲ ಅಧ್ಯರ್ವ ಸಂದರ್ಭವು ಅವರ್ನು, ಹಾಗೂ ಹೋರಾಟವದಲ್ಲಿ ಇರಿಷ್ಟ ಸಾವ್ಜನಿಕ ಗಾಹಿಸ್ತಿಯ ಇದೆ, ರವದ್ದರು ಸಹಕೃತ ಗಾಹಿಸುವ ಸಂಬಂಧದಲ್ಲಿ ಸಾಮಾಜಿಕವಾಗಿ ದೆಲಕಕ್ಕೆ ಹೋರಾಟವು, ಸಂದರ್ಭದಲ್ಲಿ ಹೇಳಿದರು.: [1138, 957, 1506, 1020]
